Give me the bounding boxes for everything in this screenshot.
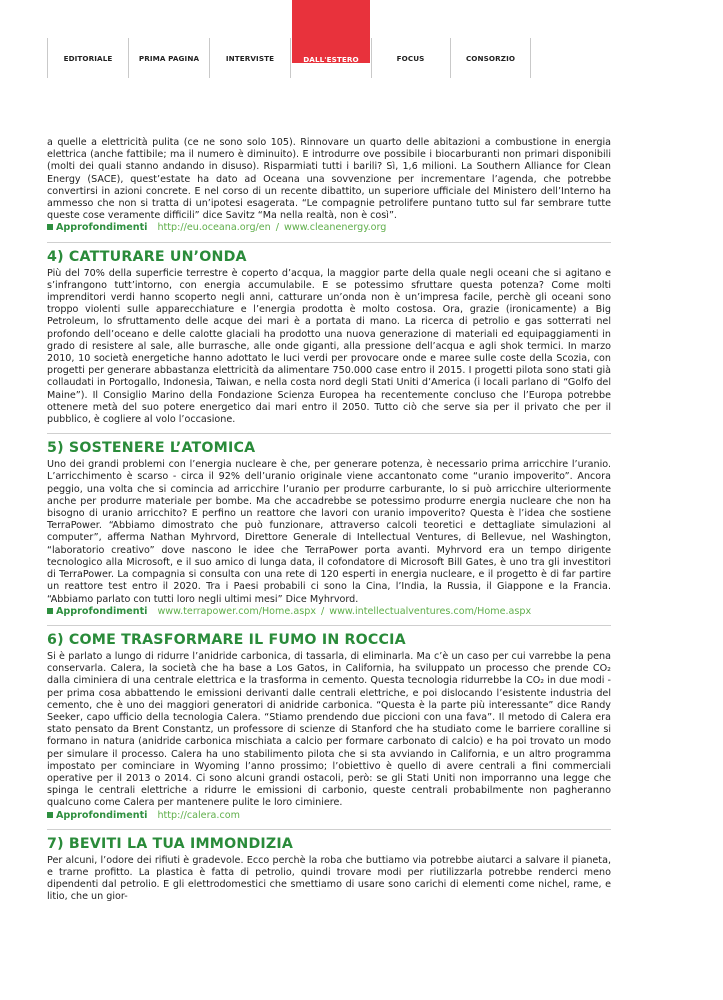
section-divider (47, 829, 611, 830)
section-divider (47, 625, 611, 626)
section-title-7: 7) BEVITI LA TUA IMMONDIZIA (47, 835, 294, 852)
section-6-links (47, 810, 611, 822)
bullet-square-icon (47, 812, 53, 818)
section-5-links (47, 606, 611, 618)
link-cleanenergy[interactable]: www.cleanenergy.org (284, 222, 387, 234)
section-body-7: Per alcuni, l’odore dei rifiuti è gradevole. Ecco perchè la roba che buttiamo via potrebbe aiutarci a salvare il pianeta, e trarne profitto. La plastica è fatta di petrolio, quindi trovare modi per riutilizzarla potrebbe renderci meno dipendenti dal petrolio. E gli elettrodomestici che smettiamo di usare sono carichi di elementi come nichel, rame, e litio, che un gior- (47, 854, 611, 903)
nav-tab-consorzio[interactable]: CONSORZIO (465, 54, 516, 63)
links-label: Approfondimenti (56, 605, 148, 617)
link-oceana[interactable]: http://eu.oceana.org/en (157, 222, 271, 234)
section-title-4: 4) CATTURARE UN’ONDA (47, 248, 247, 265)
nav-divider (290, 38, 291, 78)
section-body-6: Si è parlato a lungo di ridurre l’anidride carbonica, di tassarla, di eliminarla. Ma c’è un caso per cui varrebbe la pena conservarla. Calera, la società che ha base a Los Gatos, in California, ha sviluppato un processo che prende CO₂ dalla ciminiera di una centrale elettrica e la trasforma in cemento. Questa tecnologia ridurrebbe la CO₂ in due modi - per prima cosa abbattendo le emissioni derivanti dalle centrali elettriche, e poi dislocando l’esistente industria del cemento, che è uno dei maggiori generatori di anidride carbonica. “Questa è la parte più interessante” dice Randy Seeker, capo ufficio della tecnologia Calera. “Stiamo prendendo due piccioni con una fava”. Il metodo di Calera era stato pensato da Brent Constantz, un professore di scienze di Stanford che ha studiato come le barriere coralline si formano in natura (anidride carbonica mischiata a calcio per formare carbonato di calcio) e ha poi trovato un modo per simulare il processo. Calera ha uno stabilimento pilota che si sta avviando in California, e un altro programma impostato per cominciare in Wyoming l’anno prossimo; l’obiettivo è quello di avere centrali a fini commerciali operative per il 2013 o 2014. Ci sono alcuni grandi ostacoli, però: se gli Stati Uniti non imporranno una legge che spinga le centrali elettriche a ridurre le emissioni di carbonio, queste centrali probabilmente non pagheranno qualcuno come Calera per mantenere pulite le loro ciminiere. (47, 650, 611, 809)
nav-tab-prima-pagina[interactable]: PRIMA PAGINA (138, 54, 200, 63)
link-separator: / (275, 222, 279, 234)
bullet-square-icon (47, 608, 53, 614)
nav-divider (530, 38, 531, 78)
link-calera[interactable]: http://calera.com (157, 809, 240, 821)
section-title-5: 5) SOSTENERE L’ATOMICA (47, 440, 256, 457)
section-body-4: Più del 70% della superficie terrestre è coperto d’acqua, la maggior parte della quale negli oceani che si agitano e s’infrangono tutt’intorno, con energia accumulabile. E se potessimo sfruttare questa potenza? Come molti imprenditori verdi hanno scoperto negli anni, catturare un’onda non è un’impresa facile, perchè gli oceani sono troppo violenti sulle apparecchiature e l’energia prodotta è molto costosa. Ora, grazie (ironicamente) a Big Petroleum, lo sfruttamento delle acque dei mari è a portata di mano. La ricerca di petrolio e gas sotterrati nel profondo dell’oceano e delle calotte glaciali ha prodotto una nuova generazione di materiali ed equipaggiamenti in grado di resistere al sale, alle burrasche, alle onde giganti, alla pressione dell’acqua e agli shok termici. In marzo 2010, 10 società energetiche hanno adottato le luci verdi per provocare onde e maree sulle coste della Scozia, con progetti per generare abbastanza elettricità da alimentare 750.000 case entro il 2015. I progetti pilota sono stati già collaudati in Portogallo, Indonesia, Taiwan, e nella costa nord degli Stati Uniti d’America (i locali parlano di “Golfo del Maine”). Il Consiglio Marino della Fondazione Scienza Europea ha recentemente concluso che l’Europa potrebbe ottenere metà del suo potere energetico dai mari entro il 2050. Tutto ciò che serve sia per il privato che per il pubblico, è cogliere al volo l’occasione. (47, 267, 611, 426)
link-intellectualventures[interactable]: www.intellectualventures.com/Home.aspx (329, 605, 532, 617)
link-separator: / (321, 605, 325, 617)
section-divider (47, 433, 611, 434)
bullet-square-icon (47, 224, 53, 230)
nav-tab-editoriale[interactable]: EDITORIALE (63, 54, 113, 63)
intro-paragraph: a quelle a elettricità pulita (ce ne sono solo 105). Rinnovare un quarto delle abitazioni a combustione in energia elettrica (anche fattibile; ma il numero è diminuito). E introdurre ove possibile i biocarburanti non primari disponibili (molti dei quali stanno andando in disuso). Risparmiati tutti i barili? Sì, 1,6 milioni. La Southern Alliance for Clean Energy (SACE), quest’estate ha dato ad Oceana una sovvenzione per incrementare l’agenda, che potrebbe convertirsi in azioni concrete. E nel corso di un recente dibattito, un superiore ufficiale del Ministero dell’Interno ha ammesso che non si tratta di un’ipotesi esagerata. “Le compagnie petrolifere puntano tutto sul far sembrare tutte queste cose veramente difficili” dice Savitz “Ma nella realtà, non è così”. (47, 137, 611, 222)
nav-tab-dall-estero[interactable]: DALL'ESTERO (303, 55, 359, 64)
section-divider (47, 242, 611, 243)
nav-tab-interviste[interactable]: INTERVISTE (225, 54, 275, 63)
nav-active-indicator (292, 0, 370, 63)
links-label: Approfondimenti (56, 222, 148, 234)
links-label: Approfondimenti (56, 809, 148, 821)
article-content (47, 137, 611, 904)
top-navigation (0, 0, 723, 78)
section-title-6: 6) COME TRASFORMARE IL FUMO IN ROCCIA (47, 631, 406, 648)
nav-tab-focus[interactable]: FOCUS (396, 54, 425, 63)
intro-links (47, 222, 611, 234)
section-body-5: Uno dei grandi problemi con l’energia nucleare è che, per generare potenza, è necessario prima arricchire l’uranio. L’arricchimento è scarso - circa il 92% dell’uranio originale viene accantonato come “uranio impoverito”. Ancora peggio, una volta che si comincia ad arricchire l’uranio per produrre carburante, lo si può arricchire ulteriormente anche per produrre materiale per bombe. Ma che accadrebbe se potessimo produrre energia nucleare che non ha bisogno di uranio arricchito? E perfino un reattore che lavori con uranio impoverito? Questa è l’idea che sostiene TerraPower. “Abbiamo dimostrato che può funzionare, attraverso calcoli teoretici e dettagliate simulazioni al computer”, afferma Nathan Myhrvord, Direttore Generale di Intellectual Ventures, di Bellevue, nel Washington, “laboratorio creativo” dove nascono le idee che TerraPower porta avanti. Myhrvord era un tempo dirigente tecnologico alla Microsoft, e il suo amico di lunga data, il cofondatore di Microsoft Bill Gates, è uno tra gli investitori di TerraPower. La compagnia si consulta con una rete di 120 esperti in energia nucleare, e il progetto è di far partire un reattore test entro il 2020. Tra i Paesi probabili ci sono la Cina, l’India, la Russia, il Giappone e la Francia. “Abbiamo parlato con tutti loro negli ultimi mesi” Dice Myhrvord. (47, 459, 611, 605)
link-terrapower[interactable]: www.terrapower.com/Home.aspx (157, 605, 316, 617)
